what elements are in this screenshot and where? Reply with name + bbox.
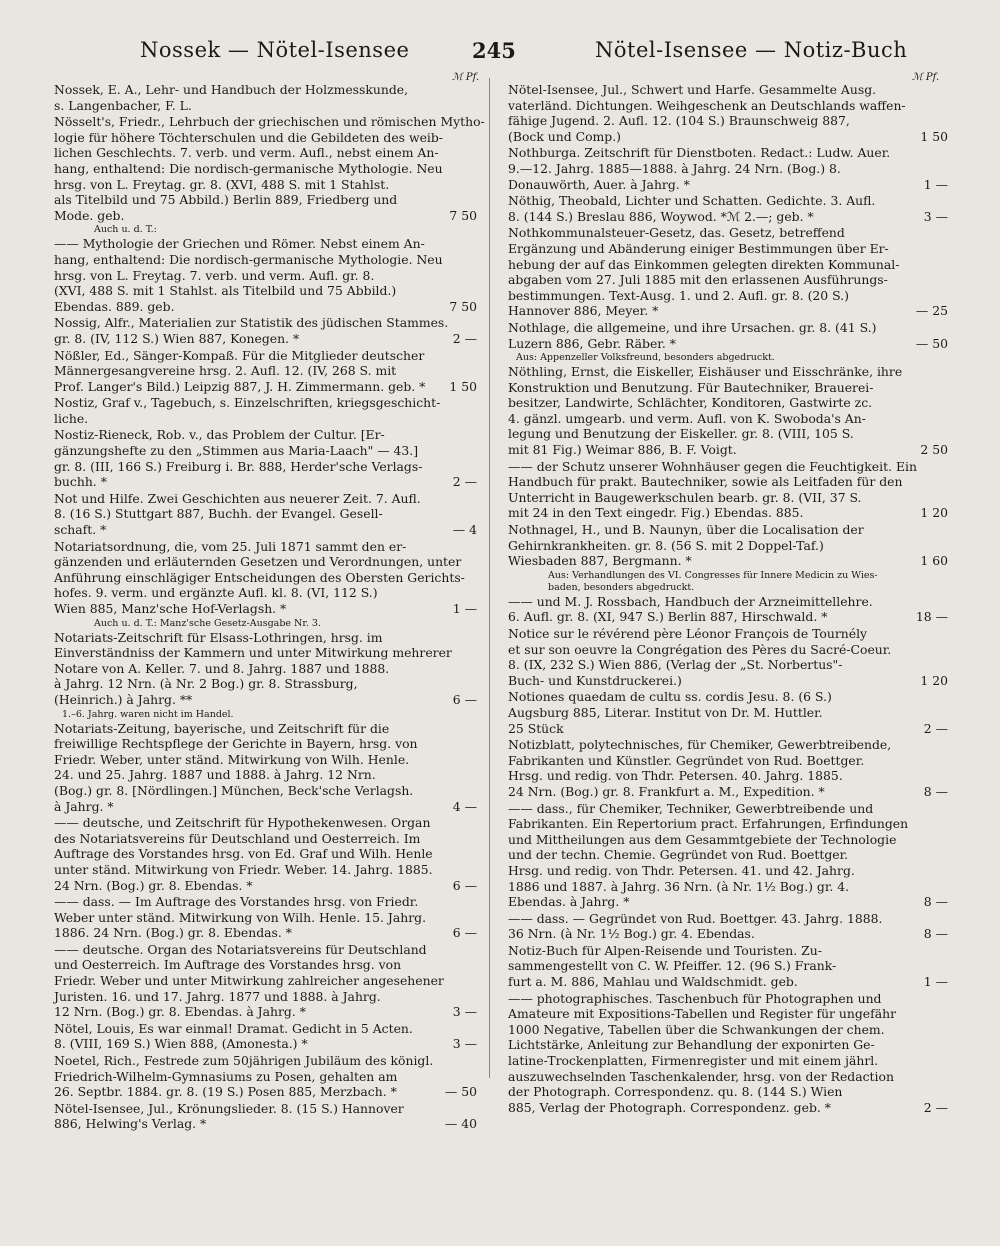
entry-price: 2 50 [920, 442, 948, 458]
catalog-entry [508, 911, 948, 942]
entry-line: Nöthling, Ernst, die Eiskeller, Eishäuser und Eisschränke, ihre [508, 364, 903, 380]
entry-line: Hrsg. und redig. von Thdr. Petersen. 40. Jahrg. 1885. [508, 768, 843, 784]
catalog-entry [508, 459, 948, 521]
catalog-entry [508, 626, 948, 688]
entry-line: 8. (IX, 232 S.) Wien 886, (Verlag der „St. Norbertus"- [508, 657, 843, 673]
entry-line: freiwillige Rechtspflege der Gerichte in Bayern, hrsg. von [54, 736, 418, 752]
entry-line: 4. gänzl. umgearb. und verm. Aufl. von K. Swoboda's An- [508, 410, 866, 426]
catalog-entry [54, 539, 477, 617]
entry-price: 1 20 [920, 505, 948, 521]
entry-line: Friedrich-Wilhelm-Gymnasiums zu Posen, gehalten am [54, 1068, 398, 1084]
entry-price: 2 — [452, 330, 477, 346]
entry-line: —— dass. — Gegründet von Rud. Boettger. 43. Jahrg. 1888. [508, 910, 883, 926]
entry-line: 24 Nrn. (Bog.) gr. 8. Ebendas. * [54, 877, 253, 893]
entry-line: —— dass. — Im Auftrage des Vorstandes hrsg. von Friedr. [54, 894, 419, 910]
entry-line: —— Mythologie der Griechen und Römer. Nebst einem An- [54, 236, 425, 252]
entry-line: Einverständniss der Kammern und unter Mitwirkung mehrerer [54, 645, 452, 661]
catalog-entry [54, 348, 477, 395]
catalog-entry [54, 894, 477, 941]
entry-line: Nothnagel, H., und B. Naunyn, über die Localisation der [508, 522, 864, 538]
entry-line: 1886. 24 Nrn. (Bog.) gr. 8. Ebendas. * [54, 925, 292, 941]
entry-price: 2 — [923, 1099, 948, 1115]
entry-line: 26. Septbr. 1884. gr. 8. (19 S.) Posen 885, Merzbach. * [54, 1084, 397, 1100]
entry-line: 8. (144 S.) Breslau 886, Woywod. *ℳ 2.—; geb. * [508, 208, 814, 224]
entry-line: Prof. Langer's Bild.) Leipzig 887, J. H. Zimmermann. geb. * [54, 378, 426, 394]
entry-line: Nötel-Isensee, Jul., Krönungslieder. 8. (15 S.) Hannover [54, 1100, 404, 1116]
catalog-entry [54, 315, 477, 346]
entry-line: mit 81 Fig.) Weimar 886, B. F. Voigt. [508, 442, 737, 458]
entry-line: (Heinrich.) à Jahrg. ** [54, 691, 193, 707]
currency-header-left: ℳ Pf. [452, 72, 480, 83]
entry-line: lichen Geschlechts. 7. verb. und verm. Aufl., nebst einem An- [54, 145, 439, 161]
entry-line: Notariats-Zeitung, bayerische, und Zeitschrift für die [54, 720, 390, 736]
entry-price: 1 60 [920, 553, 948, 569]
entry-line: als Titelbild und 75 Abbild.) Berlin 889, Friedberg und [54, 192, 398, 208]
entry-line: hang, enthaltend: Die nordisch-germanische Mythologie. Neu [54, 251, 443, 267]
catalog-entry [508, 689, 948, 736]
entry-line: schaft. * [54, 522, 107, 538]
entry-line: Hannover 886, Meyer. * [508, 303, 659, 319]
entry-price: 3 — [923, 208, 948, 224]
entry-line: Nostiz-Rieneck, Rob. v., das Problem der Cultur. [Er- [54, 427, 385, 443]
entry-line: besitzer, Landwirte, Schlächter, Konditoren, Gastwirte zc. [508, 395, 873, 411]
catalog-entry [508, 594, 948, 625]
entry-line: gr. 8. (III, 166 S.) Freiburg i. Br. 888, Herder'sche Verlags- [54, 458, 423, 474]
entry-line: bestimmungen. Text-Ausg. 1. und 2. Aufl. gr. 8. (20 S.) [508, 287, 849, 303]
entry-line: 12 Nrn. (Bog.) gr. 8. Ebendas. à Jahrg. * [54, 1004, 306, 1020]
entry-line: Anführung einschlägiger Entscheidungen des Obersten Gerichts- [54, 569, 465, 585]
catalog-entry [508, 991, 948, 1116]
entry-line: Ebendas. à Jahrg. * [508, 894, 630, 910]
catalog-entry [54, 1021, 477, 1052]
catalog-entry [508, 82, 948, 144]
entry-price: 2 — [452, 474, 477, 490]
entry-line: 25 Stück [508, 720, 564, 736]
entry-line: 24 Nrn. (Bog.) gr. 8. Frankfurt a. M., Expedition. * [508, 783, 825, 799]
entry-line: Ebendas. 889. geb. [54, 298, 175, 314]
entry-price: — 40 [444, 1116, 477, 1132]
column-divider [489, 78, 490, 1078]
right-column [508, 82, 948, 1116]
entry-line: vaterländ. Dichtungen. Weihgeschenk an Deutschlands waffen- [508, 97, 906, 113]
entry-line: furt a. M. 886, Mahlau und Waldschmidt. geb. [508, 974, 798, 990]
entry-price: 8 — [923, 926, 948, 942]
entry-note: 1.–6. Jahrg. waren nicht im Handel. [62, 708, 234, 720]
entry-line: sammengestellt von C. W. Pfeiffer. 12. (96 S.) Frank- [508, 958, 837, 974]
entry-price: — 50 [915, 335, 948, 351]
entry-line: (XVI, 488 S. mit 1 Stahlst. als Titelbild und 75 Abbild.) [54, 283, 397, 299]
entry-line: Luzern 886, Gebr. Räber. * [508, 335, 676, 351]
entry-price: 8 — [923, 783, 948, 799]
entry-line: Fabrikanten und Künstler. Gegründet von Rud. Boettger. [508, 752, 865, 768]
entry-price: 4 — [452, 798, 477, 814]
entry-line: 886, Helwing's Verlag. * [54, 1116, 207, 1132]
entry-line: Buch- und Kunstdruckerei.) [508, 672, 682, 688]
entry-price: 6 — [452, 691, 477, 707]
entry-line: hrsg. von L. Freytag. gr. 8. (XVI, 488 S. mit 1 Stahlst. [54, 176, 390, 192]
entry-line: unter ständ. Mitwirkung von Friedr. Weber. 14. Jahrg. 1885. [54, 861, 433, 877]
entry-line: 36 Nrn. (à Nr. 1½ Bog.) gr. 4. Ebendas. [508, 926, 755, 942]
entry-line: Nossig, Alfr., Materialien zur Statistik des jüdischen Stammes. [54, 315, 449, 331]
entry-price: 1 50 [449, 378, 477, 394]
entry-line: und Mittheilungen aus dem Gesammtgebiete der Technologie [508, 831, 897, 847]
entry-line: Not und Hilfe. Zwei Geschichten aus neuerer Zeit. 7. Aufl. [54, 490, 421, 506]
entry-price: 2 — [923, 720, 948, 736]
entry-line: Handbuch für prakt. Bautechniker, sowie als Leitfaden für den [508, 474, 903, 490]
catalog-entry [54, 1101, 477, 1132]
entry-line: à Jahrg. * [54, 798, 114, 814]
entry-line: gänzungshefte zu den „Stimmen aus Maria-Laach" — 43.] [54, 443, 419, 459]
catalog-entry [54, 942, 477, 1020]
entry-line: Weber unter ständ. Mitwirkung von Wilh. Henle. 15. Jahrg. [54, 909, 427, 925]
entry-line: 8. (16 S.) Stuttgart 887, Buchh. der Evangel. Gesell- [54, 506, 383, 522]
entry-price: 6 — [452, 877, 477, 893]
catalog-entry [508, 145, 948, 192]
entry-line: Friedr. Weber und unter Mitwirkung zahlreicher angesehener [54, 973, 444, 989]
entry-line: Amateure mit Expositions-Tabellen und Register für ungefähr [508, 1006, 897, 1022]
entry-price: 7 50 [449, 207, 477, 223]
catalog-entry [508, 364, 948, 458]
entry-line: Notariatsordnung, die, vom 25. Juli 1871 sammt den er- [54, 538, 407, 554]
entry-line: Männergesangvereine hrsg. 2. Aufl. 12. (IV, 268 S. mit [54, 363, 397, 379]
entry-line: gänzenden und erläuternden Gesetzen und Verordnungen, unter [54, 554, 462, 570]
entry-line: Nößler, Ed., Sänger-Kompaß. Für die Mitglieder deutscher [54, 347, 425, 363]
entry-line: Augsburg 885, Literar. Institut von Dr. M. Huttler. [508, 704, 823, 720]
entry-price: 18 — [915, 609, 948, 625]
entry-line: des Notariatsvereins für Deutschland und Oesterreich. Im [54, 830, 421, 846]
catalog-entry [508, 193, 948, 224]
entry-note: baden, besonders abgedruckt. [548, 581, 695, 593]
entry-price: 1 — [923, 974, 948, 990]
entry-line: à Jahrg. 12 Nrn. (à Nr. 2 Bog.) gr. 8. Strassburg, [54, 676, 358, 692]
entry-line: Nostiz, Graf v., Tagebuch, s. Einzelschriften, kriegsgeschicht- [54, 395, 441, 411]
catalog-entry [54, 1053, 477, 1100]
entry-line: Nöthig, Theobald, Lichter und Schatten. Gedichte. 3. Aufl. [508, 193, 876, 209]
entry-line: Fabrikanten. Ein Repertorium pract. Erfahrungen, Erfindungen [508, 816, 909, 832]
entry-price: 6 — [452, 925, 477, 941]
entry-price: 1 20 [920, 672, 948, 688]
catalog-entry [508, 320, 948, 351]
catalog-entry [54, 815, 477, 893]
entry-price: — 25 [915, 303, 948, 319]
catalog-entry [54, 721, 477, 815]
entry-line: gr. 8. (IV, 112 S.) Wien 887, Konegen. * [54, 330, 300, 346]
entry-line: und der techn. Chemie. Gegründet von Rud. Boettger. [508, 847, 849, 863]
entry-line: Notizblatt, polytechnisches, für Chemiker, Gewerbtreibende, [508, 737, 892, 753]
entry-line: —— photographisches. Taschenbuch für Photographen und [508, 990, 882, 1006]
catalog-entry [54, 236, 477, 314]
entry-line: s. Langenbacher, F. L. [54, 97, 192, 113]
entry-line: (Bock und Comp.) [508, 128, 622, 144]
catalog-entry [54, 630, 477, 708]
entry-line: Konstruktion und Benutzung. Für Bautechniker, Brauerei- [508, 379, 874, 395]
entry-line: Notiones quaedam de cultu ss. cordis Jesu. 8. (6 S.) [508, 689, 832, 705]
entry-line: Notice sur le révérend père Léonor François de Tournély [508, 626, 868, 641]
entry-line: Nösselt's, Friedr., Lehrbuch der griechischen und römischen Mytho- [54, 114, 485, 130]
entry-line: auszuwechselnden Taschenkalender, hrsg. von der Redaction [508, 1068, 894, 1084]
entry-line: —— deutsche, und Zeitschrift für Hypothekenwesen. Organ [54, 815, 431, 831]
entry-line: Notare von A. Keller. 7. und 8. Jahrg. 1887 und 1888. [54, 660, 390, 676]
entry-line: latine-Trockenplatten, Firmenregister und mit einem jährl. [508, 1053, 879, 1069]
entry-line: 9.—12. Jahrg. 1885—1888. à Jahrg. 24 Nrn. (Bog.) 8. [508, 160, 841, 176]
entry-line: mit 24 in den Text eingedr. Fig.) Ebendas. 885. [508, 505, 804, 521]
entry-line: Nötel, Louis, Es war einmal! Dramat. Gedicht in 5 Acten. [54, 1020, 413, 1036]
entry-line: 1000 Negative, Tabellen über die Schwankungen der chem. [508, 1021, 885, 1037]
running-head-right: Nötel-Isensee — Notiz-Buch [595, 38, 908, 62]
entry-line: (Bog.) gr. 8. [Nördlingen.] München, Beck'sche Verlagsh. [54, 782, 414, 798]
catalog-entry [54, 114, 485, 223]
entry-line: Donauwörth, Auer. à Jahrg. * [508, 176, 690, 192]
entry-note: Auch u. d. T.: [94, 224, 157, 236]
catalog-entry [54, 427, 477, 489]
catalog-entry [508, 522, 948, 569]
entry-price: 8 — [923, 894, 948, 910]
entry-note: Auch u. d. T.: Manz'sche Gesetz-Ausgabe Nr. 3. [94, 617, 321, 629]
entry-line: 885, Verlag der Photograph. Correspondenz. geb. * [508, 1099, 831, 1115]
entry-line: Ergänzung und Abänderung einiger Bestimmungen über Er- [508, 240, 889, 256]
catalog-entry [54, 395, 477, 426]
entry-price: 1 — [452, 601, 477, 616]
entry-line: hebung der auf das Einkommen gelegten direkten Kommunal- [508, 256, 900, 272]
entry-line: Friedr. Weber, unter ständ. Mitwirkung von Wilh. Henle. [54, 751, 410, 767]
entry-price: — 4 [452, 522, 477, 538]
entry-line: hrsg. von L. Freytag. 7. verb. und verm. Aufl. gr. 8. [54, 267, 375, 283]
currency-header-right: ℳ Pf. [912, 72, 940, 83]
entry-price: 7 50 [449, 298, 477, 314]
entry-line: Nötel-Isensee, Jul., Schwert und Harfe. Gesammelte Ausg. [508, 82, 877, 97]
running-head-left: Nossek — Nötel-Isensee [140, 38, 410, 62]
entry-line: Gehirnkrankheiten. gr. 8. (56 S. mit 2 Doppel-Taf.) [508, 537, 824, 553]
page-header [0, 38, 1000, 74]
entry-line: —— deutsche. Organ des Notariatsvereins für Deutschland [54, 941, 427, 957]
entry-line: Nothburga. Zeitschrift für Dienstboten. Redact.: Ludw. Auer. [508, 145, 891, 161]
entry-line: hang, enthaltend: Die nordisch-germanische Mythologie. Neu [54, 160, 443, 176]
entry-line: der Photograph. Correspondenz. qu. 8. (144 S.) Wien [508, 1084, 843, 1100]
entry-line: 1886 und 1887. à Jahrg. 36 Nrn. (à Nr. 1½ Bog.) gr. 4. [508, 878, 850, 894]
entry-price: — 50 [444, 1084, 477, 1100]
left-column [54, 82, 485, 1133]
entry-note: Aus: Appenzeller Volksfreund, besonders abgedruckt. [516, 352, 775, 364]
catalog-entry [508, 737, 948, 799]
catalog-entry [54, 82, 477, 113]
entry-line: legung und Benutzung der Eiskeller. gr. 8. (VIII, 105 S. [508, 426, 854, 442]
entry-line: hofes. 9. verm. und ergänzte Aufl. kl. 8. (VI, 112 S.) [54, 585, 378, 601]
entry-line: und Oesterreich. Im Auftrage des Vorstandes hrsg. von [54, 957, 402, 973]
entry-line: et sur son oeuvre la Congrégation des Pères du Sacré-Coeur. [508, 641, 892, 657]
entry-line: Notariats-Zeitschrift für Elsass-Lothringen, hrsg. im [54, 629, 383, 645]
entry-line: —— der Schutz unserer Wohnhäuser gegen die Feuchtigkeit. Ein [508, 458, 917, 474]
entry-line: Wiesbaden 887, Bergmann. * [508, 553, 692, 569]
entry-price: 1 50 [920, 128, 948, 144]
entry-line: 24. und 25. Jahrg. 1887 und 1888. à Jahrg. 12 Nrn. [54, 767, 376, 783]
entry-price: 1 — [923, 176, 948, 192]
entry-line: Hrsg. und redig. von Thdr. Petersen. 41. und 42. Jahrg. [508, 862, 855, 878]
entry-line: Mode. geb. [54, 207, 125, 223]
entry-line: Notiz-Buch für Alpen-Reisende und Touristen. Zu- [508, 942, 822, 958]
catalog-entry [508, 801, 948, 910]
entry-line: buchh. * [54, 474, 107, 490]
entry-note: Aus: Verhandlungen des VI. Congresses für Innere Medicin zu Wies- [548, 569, 878, 581]
entry-line: —— dass., für Chemiker, Techniker, Gewerbtreibende und [508, 800, 874, 816]
entry-line: Juristen. 16. und 17. Jahrg. 1877 und 1888. à Jahrg. [54, 988, 381, 1004]
entry-line: Noetel, Rich., Festrede zum 50jährigen Jubiläum des königl. [54, 1053, 434, 1069]
entry-price: 3 — [452, 1004, 477, 1020]
entry-line: Nossek, E. A., Lehr- und Handbuch der Holzmesskunde, [54, 82, 409, 97]
entry-line: logie für höhere Töchterschulen und die Gebildeten des weib- [54, 129, 443, 145]
catalog-entry [508, 225, 948, 319]
entry-line: Nothlage, die allgemeine, und ihre Ursachen. gr. 8. (41 S.) [508, 319, 877, 335]
page-number: 245 [472, 38, 516, 63]
entry-line: Wien 885, Manz'sche Hof-Verlagsh. * [54, 601, 287, 616]
entry-line: Auftrage des Vorstandes hrsg. von Ed. Graf und Wilh. Henle [54, 846, 433, 862]
catalog-entry [54, 491, 477, 538]
entry-line: Nothkommunalsteuer-Gesetz, das. Gesetz, betreffend [508, 225, 845, 241]
entry-line: —— und M. J. Rossbach, Handbuch der Arzneimittellehre. [508, 593, 873, 609]
entry-line: 8. (VIII, 169 S.) Wien 888, (Amonesta.) * [54, 1036, 308, 1052]
catalog-entry [508, 943, 948, 990]
entry-line: Lichtstärke, Anleitung zur Behandlung der exponirten Ge- [508, 1037, 875, 1053]
entry-line: Unterricht in Baugewerkschulen bearb. gr. 8. (VII, 37 S. [508, 489, 862, 505]
entry-line: fähige Jugend. 2. Aufl. 12. (104 S.) Braunschweig 887, [508, 113, 850, 129]
entry-line: abgaben vom 27. Juli 1885 mit den erlassenen Ausführungs- [508, 272, 888, 288]
entry-price: 3 — [452, 1036, 477, 1052]
entry-line: liche. [54, 410, 89, 426]
entry-line: 6. Aufl. gr. 8. (XI, 947 S.) Berlin 887, Hirschwald. * [508, 609, 828, 625]
